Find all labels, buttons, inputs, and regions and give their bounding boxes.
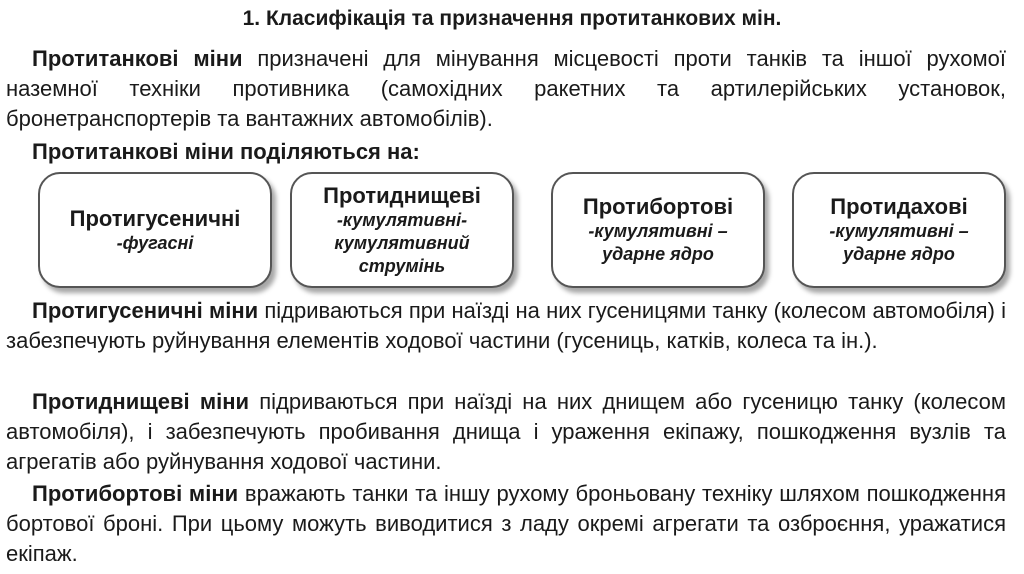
paragraph-text: вражають танки та іншу рухому броньовану техніку шляхом пошкодження бортової броні. При цьому можуть виводитися з ладу окремі агрегати та озброєння, уражатися екіпаж. xyxy=(6,481,1006,566)
type-subtitle: -кумулятивні – ударне ядро xyxy=(829,221,969,264)
type-name: Протидахові xyxy=(830,194,968,219)
type-subtitle: -кумулятивні – ударне ядро xyxy=(588,221,728,264)
paragraph-text: підриваються при наїзді на них днищем або гусеницю танку (колесом автомобіля), і забезпечують пробивання днища і ураження екіпажу, пошкодження вузлів та агрегатів або руйнування ходової частини. xyxy=(6,389,1006,474)
type-name: Протигусеничні xyxy=(69,205,241,231)
paragraph-lead: Протиднищеві міни xyxy=(32,389,250,414)
type-box-anti-track xyxy=(38,172,272,288)
paragraph-lead: Протигусеничні міни xyxy=(32,298,259,323)
intro-text: призначені для мінування місцевості проти танків та іншої рухомої наземної техніки противника (самохідних ракетних та артилерійських установок, бронетранспортерів та вантажних автомобілів). xyxy=(6,46,1006,131)
type-subtitle: -фугасні xyxy=(116,232,194,253)
paragraph-anti-bottom xyxy=(6,387,1006,477)
type-box-anti-side xyxy=(551,172,765,288)
slide-title: 1. Класифікація та призначення протитанкових мін. xyxy=(242,7,782,30)
type-name: Протибортові xyxy=(582,194,734,219)
paragraph-text: підриваються при наїзді на них гусеницями танку (колесом автомобіля) і забезпечують руйнування елементів ходової частини (гусениць, катків, колеса та ін.). xyxy=(6,298,1006,353)
type-box-anti-bottom xyxy=(290,172,514,288)
paragraph-lead: Протибортові міни xyxy=(32,481,239,506)
intro-lead: Протитанкові міни xyxy=(32,46,243,71)
paragraph-anti-side xyxy=(6,479,1006,569)
paragraph-anti-track xyxy=(6,296,1006,356)
type-box-anti-roof xyxy=(792,172,1006,288)
type-subtitle: -кумулятивні- кумулятивний струмінь xyxy=(334,209,470,276)
type-name: Протиднищеві xyxy=(323,182,481,208)
division-heading: Протитанкові міни поділяються на: xyxy=(32,139,420,164)
intro-paragraph xyxy=(6,44,1006,134)
